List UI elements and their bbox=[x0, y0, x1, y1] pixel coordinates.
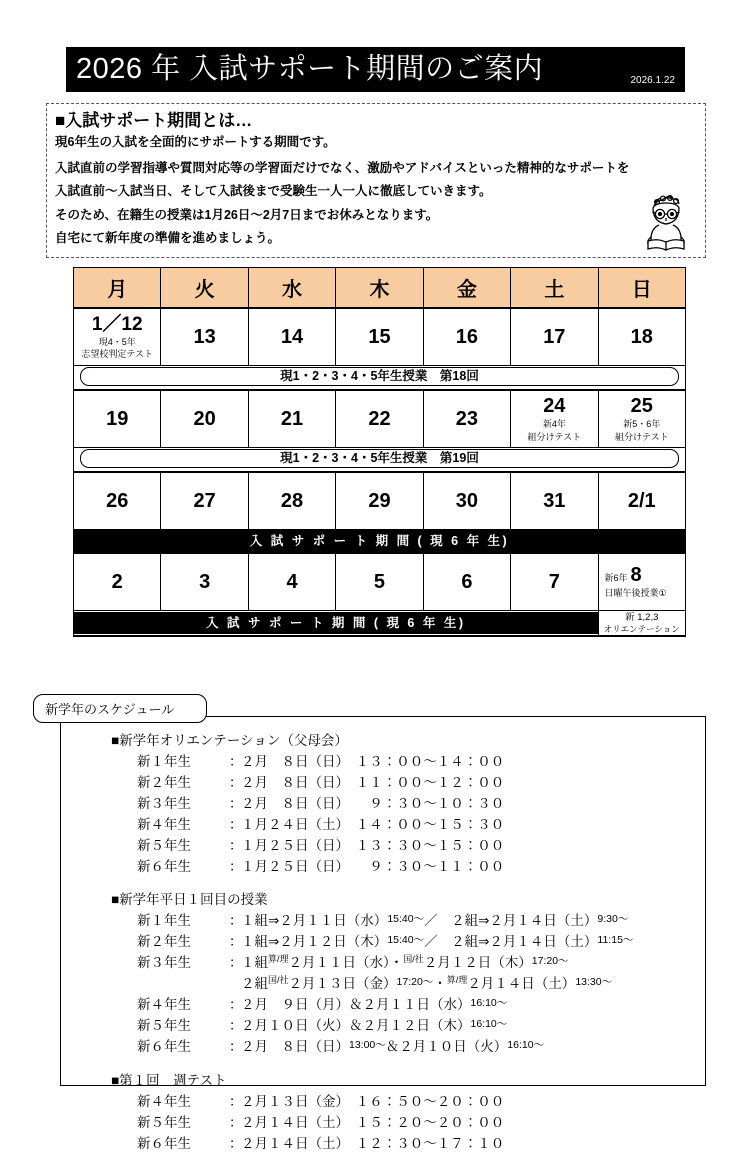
subject-tag: 算/理 bbox=[446, 975, 468, 986]
schedule-time: 17:20～ bbox=[396, 976, 434, 989]
band-cell bbox=[74, 530, 686, 554]
day-cell bbox=[598, 553, 685, 611]
intro-box bbox=[46, 103, 706, 258]
schedule-detail-mid: ・ bbox=[433, 976, 447, 992]
day-cell bbox=[511, 472, 598, 530]
calendar-week-row bbox=[74, 472, 686, 530]
day-number: 2/1 bbox=[627, 489, 656, 512]
schedule-detail: ２組 bbox=[241, 976, 268, 992]
intro-line-1: 現6年生の入試を全面的にサポートする期間です。 bbox=[55, 135, 336, 150]
schedule-detail: ２月 ８日（日） ９：３０～１０：３０ bbox=[241, 795, 505, 811]
schedule-row bbox=[137, 773, 705, 794]
day-cell bbox=[336, 308, 423, 366]
day-note: 組分けテスト bbox=[614, 431, 669, 442]
row-separator: ： bbox=[229, 837, 243, 853]
schedule-detail: ２月１４日（土） １２：３０～１７：１０ bbox=[241, 1135, 505, 1151]
schedule-detail: ２月 ８日（日） bbox=[241, 1038, 349, 1054]
schedule-detail: １月２５日（日） １３：３０～１５：００ bbox=[241, 837, 505, 853]
day-prefix: 新6年 bbox=[604, 573, 628, 584]
schedule-time: 15:40～ bbox=[387, 934, 425, 947]
schedule-detail-mid: ／ ２組⇒２月１４日（土） bbox=[424, 934, 598, 950]
row-separator: ： bbox=[229, 1114, 243, 1130]
intro-line-4: そのため、在籍生の授業は1月26日～2月7日までお休みとなります。 bbox=[55, 207, 439, 222]
grade-label: 新２年生 bbox=[137, 934, 191, 950]
weekday-sat: 土 bbox=[511, 268, 598, 309]
weekday-fri: 金 bbox=[423, 268, 510, 309]
schedule-detail: ２月１３日（金） １６：５０～２０：００ bbox=[241, 1093, 505, 1109]
schedule-row bbox=[137, 836, 705, 857]
grade-label: 新５年生 bbox=[137, 1114, 191, 1130]
schedule-detail-mid: ＆２月１０日（火） bbox=[385, 1038, 508, 1054]
grade-label: 新４年生 bbox=[137, 997, 191, 1013]
weekday-tue: 火 bbox=[161, 268, 248, 309]
schedule-detail: ２月１４日（土） １５：２０～２０：００ bbox=[241, 1114, 505, 1130]
student-reading-icon bbox=[635, 191, 697, 253]
schedule-time: 17:20～ bbox=[531, 955, 569, 968]
row-separator: ： bbox=[229, 934, 243, 950]
schedule-row bbox=[137, 815, 705, 836]
day-number: 31 bbox=[543, 489, 566, 512]
schedule-row bbox=[137, 911, 705, 932]
row-separator: ： bbox=[229, 774, 243, 790]
day-cell bbox=[74, 390, 161, 448]
row-separator: ： bbox=[229, 1093, 243, 1109]
calendar-week-row bbox=[74, 390, 686, 448]
issue-date: 2026.1.22 bbox=[630, 75, 675, 86]
day-cell bbox=[598, 390, 685, 448]
calendar-week-row bbox=[74, 308, 686, 366]
day-number: 6 bbox=[461, 570, 473, 593]
schedule-time: 11:15～ bbox=[597, 934, 634, 947]
row-separator: ： bbox=[229, 1135, 243, 1151]
support-calendar bbox=[73, 267, 686, 637]
day-number: 19 bbox=[106, 407, 129, 430]
day-note: 日曜午後授業① bbox=[604, 588, 667, 599]
schedule-detail-mid: ／ ２組⇒２月１４日（土） bbox=[424, 913, 598, 929]
row-separator: ： bbox=[229, 795, 243, 811]
schedule-row bbox=[137, 932, 705, 953]
calendar-week-row bbox=[74, 553, 686, 611]
day-note: 現4・5年 bbox=[98, 336, 136, 347]
day-cell bbox=[336, 553, 423, 611]
day-number: 17 bbox=[543, 325, 566, 348]
schedule-detail: １組 bbox=[241, 955, 268, 971]
new-year-schedule-box bbox=[60, 716, 706, 1151]
day-number: 8 bbox=[630, 564, 642, 587]
day-number: 24 bbox=[543, 395, 566, 418]
day-cell bbox=[74, 472, 161, 530]
day-cell bbox=[598, 472, 685, 530]
day-cell bbox=[74, 553, 161, 611]
schedule-row bbox=[137, 1113, 705, 1134]
day-cell bbox=[511, 308, 598, 366]
grade-label: 新３年生 bbox=[137, 795, 191, 811]
schedule-tab-label bbox=[33, 694, 207, 723]
day-number: 7 bbox=[548, 570, 560, 593]
day-note: 新4年 bbox=[542, 419, 566, 430]
schedule-row bbox=[137, 1016, 705, 1037]
day-cell bbox=[248, 472, 335, 530]
day-number: 18 bbox=[630, 325, 653, 348]
weekday-wed: 水 bbox=[248, 268, 335, 309]
class-session-band: 現1・2・3・4・5年生授業 第19回 bbox=[80, 449, 679, 468]
support-period-band: 入 試 サ ポ ー ト 期 間 ( 現 6 年 生) bbox=[74, 612, 598, 634]
weekday-mon: 月 bbox=[74, 268, 161, 309]
intro-line-2: 入試直前の学習指導や質問対応等の学習面だけでなく、激励やアドバイスといった精神的なサポートを bbox=[55, 160, 630, 175]
day-number: 29 bbox=[368, 489, 391, 512]
day-number: 3 bbox=[199, 570, 211, 593]
intro-line-5: 自宅にて新年度の準備を進めましょう。 bbox=[55, 231, 281, 246]
day-cell bbox=[161, 472, 248, 530]
schedule-row bbox=[137, 794, 705, 815]
day-number: 13 bbox=[193, 325, 216, 348]
day-cell bbox=[423, 390, 510, 448]
grade-label: 新１年生 bbox=[137, 753, 191, 769]
weekday-thu: 木 bbox=[336, 268, 423, 309]
day-cell bbox=[161, 390, 248, 448]
day-cell bbox=[423, 553, 510, 611]
row-separator: ： bbox=[229, 1017, 243, 1033]
band-cell bbox=[74, 611, 599, 637]
schedule-tab-text: 新学年のスケジュール bbox=[45, 702, 175, 717]
subject-tag: 国/社 bbox=[268, 975, 289, 986]
schedule-row-continuation bbox=[241, 974, 705, 995]
intro-line-3: 入試直前～入試当日、そして入試後まで受験生一人一人に徹底していきます。 bbox=[55, 184, 492, 199]
day-cell bbox=[248, 390, 335, 448]
grade-label: 新５年生 bbox=[137, 1017, 191, 1033]
section-heading-weekly-test: ■第１回 週テスト bbox=[111, 1072, 227, 1088]
grade-label: 新６年生 bbox=[137, 858, 191, 874]
schedule-time: 16:10～ bbox=[470, 997, 508, 1010]
subject-tag: 算/理 bbox=[268, 954, 289, 965]
row-separator: ： bbox=[229, 858, 243, 874]
support-period-band: 入 試 サ ポ ー ト 期 間 ( 現 6 年 生) bbox=[74, 530, 685, 552]
grade-label: 新３年生 bbox=[137, 955, 191, 971]
subject-tag: 国/社 bbox=[403, 954, 424, 965]
schedule-detail: ２月１０日（火）＆２月１２日（木） bbox=[241, 1017, 471, 1033]
day-note: 新5・6年 bbox=[623, 419, 661, 430]
schedule-row bbox=[137, 1134, 705, 1155]
schedule-time: 9:30～ bbox=[597, 913, 629, 926]
band-cell bbox=[74, 448, 686, 473]
schedule-detail-2: ２月１１日（水）・ bbox=[288, 955, 404, 971]
weekday-sun: 日 bbox=[598, 268, 685, 309]
day-cell bbox=[336, 390, 423, 448]
day-number: 16 bbox=[455, 325, 479, 348]
schedule-detail: １組⇒２月１１日（水） bbox=[241, 913, 388, 929]
calendar-band-row bbox=[74, 366, 686, 391]
row-separator: ： bbox=[229, 1038, 243, 1054]
calendar-band-row bbox=[74, 611, 686, 637]
day-cell bbox=[248, 553, 335, 611]
row-separator: ： bbox=[229, 913, 243, 929]
page-title: 2026 年 入試サポート期間のご案内 bbox=[76, 53, 544, 85]
day-cell bbox=[161, 553, 248, 611]
section-heading-first-class: ■新学年平日１回目の授業 bbox=[111, 892, 268, 908]
day-number: 2 bbox=[111, 570, 123, 593]
row-separator: ： bbox=[229, 816, 243, 832]
class-session-band: 現1・2・3・4・5年生授業 第18回 bbox=[80, 367, 679, 386]
schedule-detail-2: ２月１３日（金） bbox=[288, 976, 397, 992]
day-number: 28 bbox=[280, 489, 304, 512]
row-separator: ： bbox=[229, 753, 243, 769]
grade-label: 新２年生 bbox=[137, 774, 191, 790]
day-number: 20 bbox=[193, 407, 216, 430]
sunday-extra-line-2: オリエンテーション bbox=[603, 624, 680, 635]
section-heading-orientation: ■新学年オリエンテーション（父母会） bbox=[111, 733, 348, 748]
schedule-detail-3: ２月１２日（木） bbox=[423, 955, 532, 971]
schedule-row bbox=[137, 1037, 705, 1058]
sunday-extra-line-1: 新 1,2,3 bbox=[625, 612, 659, 623]
schedule-time: 13:00～ bbox=[349, 1038, 386, 1051]
schedule-detail: ２月 ９日（月）＆２月１１日（水） bbox=[241, 997, 471, 1013]
schedule-row bbox=[137, 857, 705, 878]
schedule-row bbox=[137, 995, 705, 1016]
day-number: 1／12 bbox=[91, 313, 143, 335]
schedule-row bbox=[137, 1092, 705, 1113]
day-number: 30 bbox=[455, 489, 479, 512]
grade-label: 新６年生 bbox=[137, 1135, 191, 1151]
calendar-band-row bbox=[74, 448, 686, 473]
day-note: 組分けテスト bbox=[527, 431, 582, 442]
calendar-weekday-header-row bbox=[74, 268, 686, 309]
row-separator: ： bbox=[229, 955, 243, 971]
day-cell bbox=[161, 308, 248, 366]
day-number: 4 bbox=[286, 570, 298, 593]
day-number: 27 bbox=[193, 489, 216, 512]
band-cell bbox=[74, 366, 686, 391]
schedule-detail-3: ２月１４日（土） bbox=[467, 976, 576, 992]
day-cell bbox=[74, 308, 161, 366]
schedule-row bbox=[137, 953, 705, 974]
row-separator: ： bbox=[229, 997, 243, 1013]
schedule-time: 15:40～ bbox=[387, 913, 425, 926]
day-number: 21 bbox=[280, 407, 304, 430]
day-cell bbox=[423, 308, 510, 366]
day-cell bbox=[598, 308, 685, 366]
schedule-row bbox=[137, 752, 705, 773]
day-number: 5 bbox=[373, 570, 386, 593]
day-cell bbox=[336, 472, 423, 530]
day-number: 26 bbox=[106, 489, 129, 512]
schedule-time: 16:10～ bbox=[507, 1038, 545, 1051]
schedule-time: 16:10～ bbox=[470, 1017, 508, 1030]
calendar-band-row bbox=[74, 530, 686, 554]
schedule-detail: １月２４日（土） １４：００～１５：３０ bbox=[241, 816, 505, 832]
day-cell bbox=[423, 472, 510, 530]
grade-label: 新４年生 bbox=[137, 1093, 191, 1109]
day-note: 志望校判定テスト bbox=[81, 348, 154, 359]
sunday-extra-note bbox=[599, 611, 685, 635]
day-number: 25 bbox=[630, 395, 653, 418]
day-number: 23 bbox=[455, 407, 479, 430]
grade-label: 新５年生 bbox=[137, 837, 191, 853]
schedule-time: 13:30～ bbox=[575, 976, 613, 989]
schedule-detail: １月２５日（日） ９：３０～１１：００ bbox=[241, 858, 505, 874]
day-number: 14 bbox=[280, 325, 304, 348]
grade-label: 新１年生 bbox=[137, 913, 191, 929]
day-number: 15 bbox=[368, 325, 391, 348]
grade-label: 新４年生 bbox=[137, 816, 191, 832]
grade-label: 新６年生 bbox=[137, 1038, 191, 1054]
schedule-detail: ２月 ８日（日） １１：００～１２：００ bbox=[241, 774, 505, 790]
day-number: 22 bbox=[368, 407, 391, 430]
day-cell bbox=[511, 553, 598, 611]
schedule-detail: １組⇒２月１２日（木） bbox=[241, 934, 388, 950]
page-header-banner bbox=[66, 47, 685, 92]
intro-heading: ■入試サポート期間とは… bbox=[55, 111, 253, 130]
schedule-detail: ２月 ８日（日） １３：００～１４：００ bbox=[241, 753, 505, 769]
sunday-extra-cell bbox=[598, 611, 685, 637]
day-cell bbox=[511, 390, 598, 448]
day-cell bbox=[248, 308, 335, 366]
